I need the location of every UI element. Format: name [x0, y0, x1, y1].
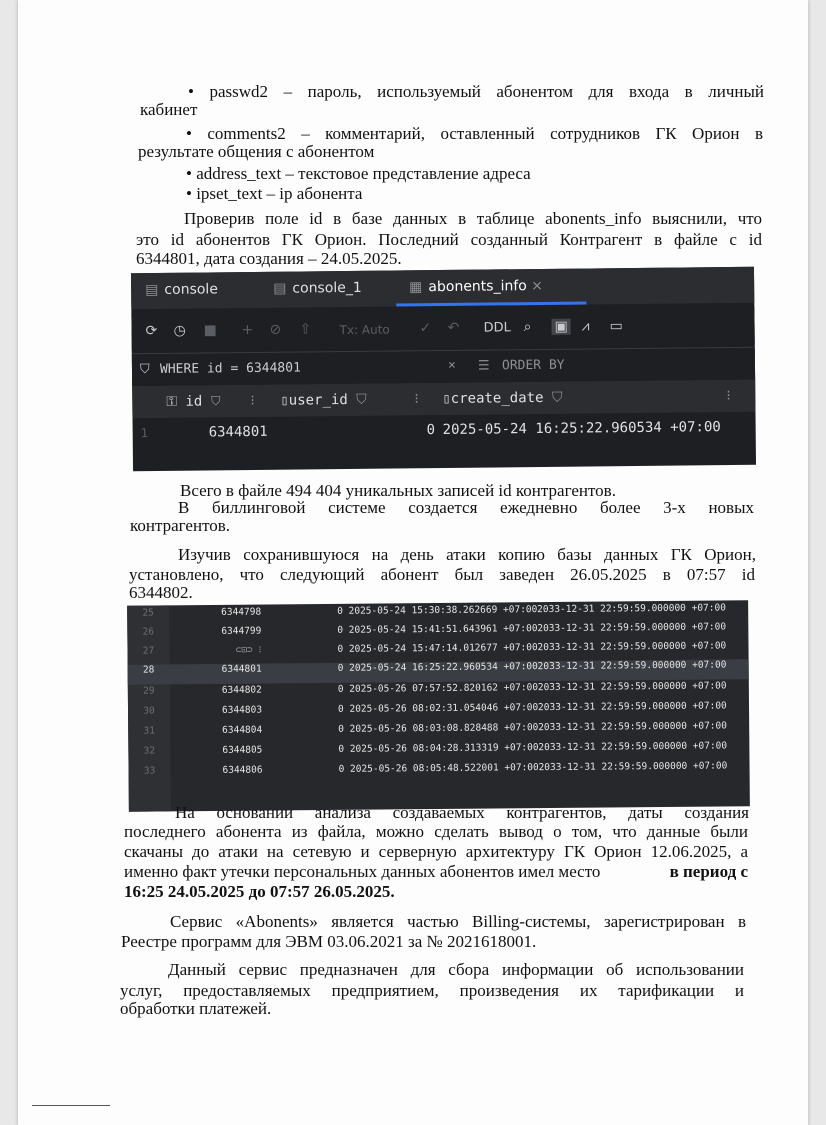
table-icon: ▦ [409, 279, 423, 296]
data-grid-screenshot [127, 600, 750, 811]
row-number: 31 [143, 725, 155, 737]
paragraph-line: Данный сервис предназначен для сбора информации об использовании [168, 960, 744, 979]
column-icon: ▯ [442, 390, 451, 408]
tab-abonents-info[interactable] [409, 278, 543, 295]
cell-end-date: 2033-12-31 22:59:59.000000 +07:00 [537, 621, 727, 635]
paragraph-bold: 16:25 24.05.2025 до 07:57 26.05.2025. [124, 882, 395, 901]
rollback-icon[interactable]: ↶ [447, 319, 460, 336]
paragraph-line: Сервис «Abonents» является частью Billing-системы, зарегистрирован в [170, 912, 746, 931]
cell-id: 6344803 [221, 704, 263, 716]
sort-icon: ☰ [477, 358, 490, 374]
tab-label: console_1 [292, 279, 362, 297]
ddl-button[interactable]: DDL [483, 320, 511, 336]
cell-id: 6344801 [221, 663, 262, 675]
row-number: 26 [142, 626, 155, 638]
cell-end-date: 2033-12-31 22:59:59.000000 +07:00 [537, 640, 727, 654]
bullet-comments2-cont: результате общения с абонентом [138, 142, 375, 161]
cell-end-date: 2033-12-31 22:59:59.000000 +07:00 [538, 720, 727, 734]
filter-icon[interactable]: ⛉ [551, 389, 563, 406]
row-number: 25 [142, 607, 154, 619]
row-number: 1 [140, 426, 148, 441]
bullet-comments2: • comments2 – комментарий, оставленный сотрудников ГК Орион в [186, 124, 763, 143]
paragraph-line: На основании анализа создаваемых контрагентов, даты создания [175, 803, 749, 822]
filter-icon: ⛉ [139, 362, 150, 378]
row-number: 29 [143, 685, 155, 697]
refresh-icon[interactable]: ⟳ [145, 322, 158, 340]
paragraph-text: именно факт утечки персональных данных абонентов имел место [124, 862, 601, 881]
history-icon[interactable]: ◷ [173, 322, 186, 339]
chart-icon[interactable]: ⩘ [581, 318, 590, 335]
column-label: user_id [288, 392, 348, 409]
ide-screenshot [131, 267, 756, 472]
paragraph-line: это id абонентов ГК Орион. Последний созданный Контрагент в файле с id [136, 230, 762, 249]
paragraph-line [124, 862, 748, 881]
console-icon: ▤ [273, 280, 287, 297]
tab-console[interactable] [145, 281, 218, 298]
paragraph-line: Всего в файле 494 404 уникальных записей id контрагентов. [180, 481, 616, 500]
paragraph-line [124, 882, 395, 901]
column-icon: ▯ [280, 392, 289, 409]
column-header-user-id[interactable] [280, 392, 367, 409]
column-menu-icon[interactable]: ⁝ [414, 391, 419, 408]
console-icon: ▤ [145, 281, 159, 299]
stop-icon[interactable]: ■ [203, 322, 217, 339]
paragraph-line: услуг, предоставляемых предприятием, произведения их тарификации и [120, 981, 744, 1000]
cell-create-date: 0 2025-05-24 15:41:51.643961 +07:00 [337, 623, 538, 636]
table-row[interactable] [129, 760, 750, 785]
close-icon[interactable]: × [531, 277, 544, 295]
tab-console-1[interactable] [273, 280, 362, 297]
paragraph-line: 6344801, дата создания – 24.05.2025. [136, 249, 402, 268]
tab-bar [131, 267, 754, 310]
table-row[interactable] [133, 413, 756, 450]
bullet-address-text: • address_text – текстовое представление адреса [186, 164, 531, 183]
cell-end-date: 2033-12-31 22:59:59.000000 +07:00 [538, 760, 728, 774]
cell-id: 6344806 [222, 764, 263, 776]
paragraph-line: Реестре программ для ЭВМ 03.06.2021 за № 2021618001. [121, 932, 537, 951]
column-header-row [132, 380, 755, 419]
export-icon[interactable]: ▭ [609, 318, 623, 335]
paragraph-line: контрагентов. [130, 516, 231, 535]
cell-edit-icon[interactable]: ⊂⊡⊃ ⁝ [235, 644, 262, 656]
submit-icon[interactable]: ⇧ [299, 321, 312, 338]
cell-create-date: 0 2025-05-26 07:57:52.820162 +07:00 [337, 682, 539, 695]
where-input[interactable]: WHERE id = 6344801 [159, 360, 301, 377]
cell-create-date[interactable]: 2025-05-24 16:25:22.960534 +07:00 [442, 419, 721, 439]
filter-icon[interactable]: ⛉ [356, 391, 367, 408]
column-header-create-date[interactable] [442, 390, 562, 407]
paragraph-line: В биллинговой системе создается ежедневно более 3-х новых [178, 498, 754, 517]
column-label: create_date [450, 389, 544, 407]
column-menu-icon[interactable]: ⁝ [250, 392, 255, 410]
cell-id: 6344804 [222, 724, 263, 736]
cell-id: 6344805 [222, 744, 263, 756]
cell-id: 6344799 [221, 625, 262, 637]
row-number: 30 [143, 705, 155, 717]
paragraph-line: установлено, что следующий абонент был заведен 26.05.2025 в 07:57 id [129, 565, 755, 584]
cell-id: 6344802 [221, 684, 262, 696]
tab-label: console [164, 281, 218, 298]
cell-create-date: 0 2025-05-26 08:02:31.054046 +07:00 [337, 702, 539, 715]
tab-label: abonents_info [428, 278, 527, 296]
row-number: 33 [143, 765, 156, 777]
active-tab-indicator [396, 302, 586, 307]
column-menu-icon[interactable]: ⁝ [726, 387, 731, 405]
view-icon[interactable]: ▣ [551, 319, 570, 335]
add-row-icon[interactable]: + [241, 321, 254, 339]
cell-create-date: 0 2025-05-24 15:47:14.012677 +07:00 [337, 642, 538, 655]
cell-user-id[interactable]: 0 [426, 422, 436, 439]
paragraph-line: Проверив поле id в базе данных в таблице abonents_info выяснили, что [184, 209, 762, 228]
paragraph-line: скачаны до атаки на сетевую и серверную архитектуру ГК Орион 12.06.2025, а [124, 842, 748, 861]
bullet-passwd2-cont: кабинет [140, 100, 198, 119]
paragraph-bold: в период с [669, 862, 748, 881]
filter-icon[interactable]: ⛉ [210, 393, 221, 410]
cell-id[interactable]: 6344801 [208, 423, 268, 441]
commit-icon[interactable]: ✓ [419, 320, 432, 337]
cell-end-date: 2033-12-31 22:59:59.000000 +07:00 [537, 602, 726, 616]
cell-create-date: 0 2025-05-26 08:04:28.313319 +07:00 [338, 742, 539, 755]
column-label: id [185, 393, 203, 410]
cell-create-date: 0 2025-05-26 08:03:08.828488 +07:00 [338, 722, 539, 735]
row-number: 32 [143, 745, 156, 757]
paragraph-line: обработки платежей. [120, 999, 272, 1018]
cell-create-date: 0 2025-05-26 08:05:48.522001 +07:00 [338, 762, 539, 775]
paragraph-line: последнего абонента из файла, можно сделать вывод о том, что данные были [124, 822, 748, 841]
row-number: 28 [142, 664, 155, 676]
cell-end-date: 2033-12-31 22:59:59.000000 +07:00 [537, 700, 727, 714]
paragraph-line: Изучив сохранившуюся на день атаки копию базы данных ГК Орион, [178, 545, 756, 564]
order-by-input[interactable]: ORDER BY [501, 357, 565, 374]
search-icon[interactable]: ⌕ [523, 319, 532, 336]
tx-mode-select[interactable]: Tx: Auto [339, 322, 390, 338]
clear-filter-icon[interactable]: × [447, 357, 456, 373]
column-header-id[interactable] [166, 393, 221, 410]
cell-end-date: 2033-12-31 22:59:59.000000 +07:00 [537, 659, 727, 673]
key-icon: ⚿ [166, 393, 186, 410]
cell-create-date: 0 2025-05-24 15:30:38.262669 +07:00 [337, 604, 538, 617]
row-number: 27 [142, 645, 155, 657]
paragraph-line: 6344802. [129, 583, 193, 602]
bullet-ipset-text: • ipset_text – ip абонента [186, 184, 363, 203]
toolbar [131, 307, 754, 352]
cell-create-date: 0 2025-05-24 16:25:22.960534 +07:00 [337, 661, 538, 674]
revert-icon[interactable]: ⊘ [269, 321, 282, 338]
footnote-divider [32, 1105, 110, 1106]
cell-end-date: 2033-12-31 22:59:59.000000 +07:00 [538, 740, 728, 754]
cell-end-date: 2033-12-31 22:59:59.000000 +07:00 [537, 680, 727, 694]
cell-id: 6344798 [221, 606, 262, 618]
bullet-passwd2: • passwd2 – пароль, используемый абонентом для входа в личный [188, 82, 764, 101]
